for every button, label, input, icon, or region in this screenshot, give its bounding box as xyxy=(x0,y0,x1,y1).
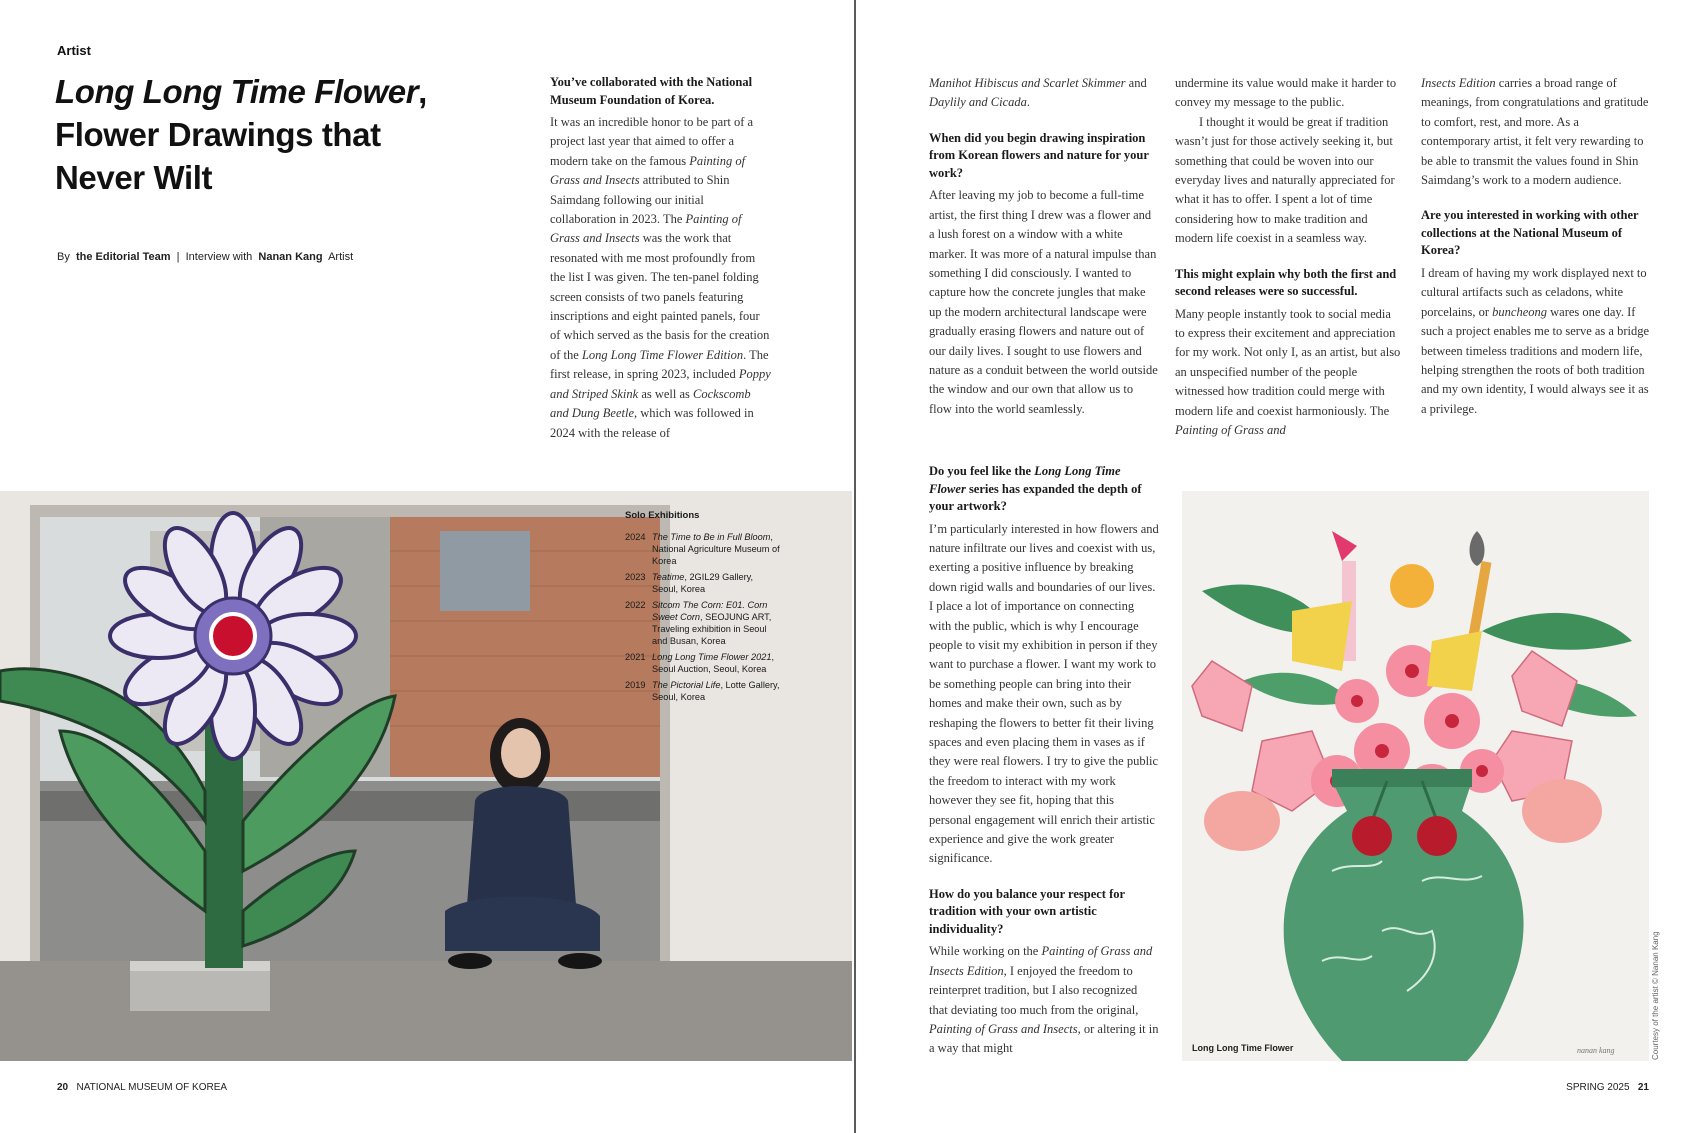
article-title: Long Long Time Flower, Flower Drawings that Never Wilt xyxy=(55,73,427,196)
exhibition-item: 2022 Sitcom The Corn: E01. Corn Sweet Corn, SEOJUNG ART, Traveling exhibition in Seoul and Busan, Korea xyxy=(625,600,772,646)
text-column-4 xyxy=(1421,74,1651,419)
exhibition-item: 2019 The Pictorial Life, Lotte Gallery, Seoul, Korea xyxy=(625,680,780,702)
answer-4-paragraph-2: I thought it would be great if tradition wasn’t just for those actively seeking it, but something that could be woven into our everyday lives and naturally appreciated for what it has to offer. I spent a lot of time considering how to make tradition and modern life coexist in a seamless way. xyxy=(1175,114,1395,246)
page-number-left: 20 xyxy=(57,1082,69,1093)
exhibition-item: 2024 The Time to Be in Full Bloom, National Agriculture Museum of Korea xyxy=(625,532,780,566)
spread-divider xyxy=(854,0,856,1133)
exhibition-item: 2023 Teatime, 2GIL29 Gallery, Seoul, Korea xyxy=(625,572,754,594)
painting-caption: Long Long Time Flower xyxy=(1192,1043,1294,1053)
solo-exhibitions xyxy=(625,510,780,707)
question-6: Are you interested in working with other collections at the National Museum of Korea? xyxy=(1421,208,1639,258)
page-number-right: 21 xyxy=(1637,1082,1649,1093)
byline-artist-name: Nanan Kang xyxy=(258,251,323,263)
byline: By the Editorial Team | Interview with Nanan Kang Artist xyxy=(57,251,354,263)
title-rest: Flower Drawings that Never Wilt xyxy=(55,116,381,196)
painting-image xyxy=(1182,491,1649,1061)
answer-1-continued: Manihot Hibiscus and Scarlet Skimmer and Daylily and Cicada. xyxy=(929,76,1147,110)
text-column-5 xyxy=(929,463,1159,1059)
question-2: When did you begin drawing inspiration from Korean flowers and nature for your work? xyxy=(929,130,1149,180)
answer-5-continued: Insects Edition carries a broad range of meanings, from congratulations and gratitude to comfort, rest, and more. As a contemporary artist, it felt very rewarding to be able to transmit the values found in Shin Saimdang’s work to a modern audience. xyxy=(1421,76,1649,188)
solo-exhibitions-title: Solo Exhibitions xyxy=(625,510,700,521)
answer-4: While working on the Painting of Grass and Insects Edition, I enjoyed the freedom to reinterpret tradition, but I also recognized that deviating too much from the original, Painting of Grass and Insects, or altering it in a way that might xyxy=(929,944,1159,1056)
text-column-1 xyxy=(550,74,772,443)
question-1: You’ve collaborated with the National Museum Foundation of Korea. xyxy=(550,75,753,107)
question-3: Do you feel like the Long Long Time Flower series has expanded the depth of your artwork? xyxy=(929,464,1142,513)
answer-1: It was an incredible honor to be part of a project last year that aimed to offer a modern take on the famous Painting of Grass and Insects attributed to Shin Saimdang following our initial collaboration in 2023. The Painting of Grass and Insects was the work that resonated with me most profoundly from the list I was given. The ten-panel folding screen consists of two panels featuring inscriptions and eight painted panels, four of which served as the basis for the creation of the Long Long Time Flower Edition. The first release, in spring 2023, included Poppy and Striped Skink as well as Cockscomb and Dung Beetle, which was followed in 2024 with the release of xyxy=(550,115,771,440)
answer-3: I’m particularly interested in how flowers and nature infiltrate our lives and coexist with us, exerting a positive influence by breaking down rigid walls and boundaries of our lives. I place a lot of importance on connecting with the public, which is why I encourage people to visit my exhibition in person if they want to purchase a flower. I want my work to be something people can bring into their homes and make their own, such as by reshaping the flowers to better fit their living spaces and even placing them in vases as if they were real flowers. I try to give the public the freedom to interact with my work however they see fit, hoping that this personal engagement will enrich their artistic experience and give the work greater significance. xyxy=(929,521,1159,866)
question-5: This might explain why both the first and second releases were so successful. xyxy=(1175,266,1397,299)
answer-5: Many people instantly took to social media to express their excitement and appreciation for my work. Not only I, as an artist, but also an unspecified number of the people witnessed how tradition could merge with modern life and coexist harmoniously. The Painting of Grass and xyxy=(1175,306,1401,438)
text-column-2 xyxy=(929,74,1159,419)
question-4: How do you balance your respect for tradition with your own artistic individuality? xyxy=(929,886,1125,936)
byline-author: the Editorial Team xyxy=(75,251,171,263)
text-column-3 xyxy=(1175,74,1403,441)
footer-right: SPRING 2025 21 xyxy=(1566,1082,1649,1093)
photo-credit: Courtesy of the artist © Nanan Kang xyxy=(1651,931,1660,1060)
section-tag: Artist xyxy=(57,43,91,58)
answer-6: I dream of having my work displayed next to cultural artifacts such as celadons, white porcelains, or buncheong wares one day. If such a project enables me to serve as a bridge between timeless traditions and modern life, helping strengthen the roots of both tradition and my own identity, I would always see it as a privilege. xyxy=(1421,265,1650,416)
answer-4-continued: undermine its value would make it harder to convey my message to the public. xyxy=(1175,76,1397,110)
footer-left: 20 NATIONAL MUSEUM OF KOREA xyxy=(57,1082,228,1093)
answer-2: After leaving my job to become a full-time artist, the first thing I drew was a flower and a lush forest on a window with a white marker. It was more of a natural impulse than something I did consciously. I wanted to capture how the concrete jungles that make up the modern architectural landscape were gradually erasing flowers and nature out of our daily lives. I sought to use flowers and nature as a conduit between the world outside the window and our own that allow us to flow into the world seamlessly. xyxy=(929,188,1158,416)
exhibition-item: 2021 Long Long Time Flower 2021, Seoul Auction, Seoul, Korea xyxy=(625,652,774,674)
artist-signature: nanan kang xyxy=(1577,1046,1615,1055)
title-italic: Long Long Time Flower xyxy=(55,73,419,110)
